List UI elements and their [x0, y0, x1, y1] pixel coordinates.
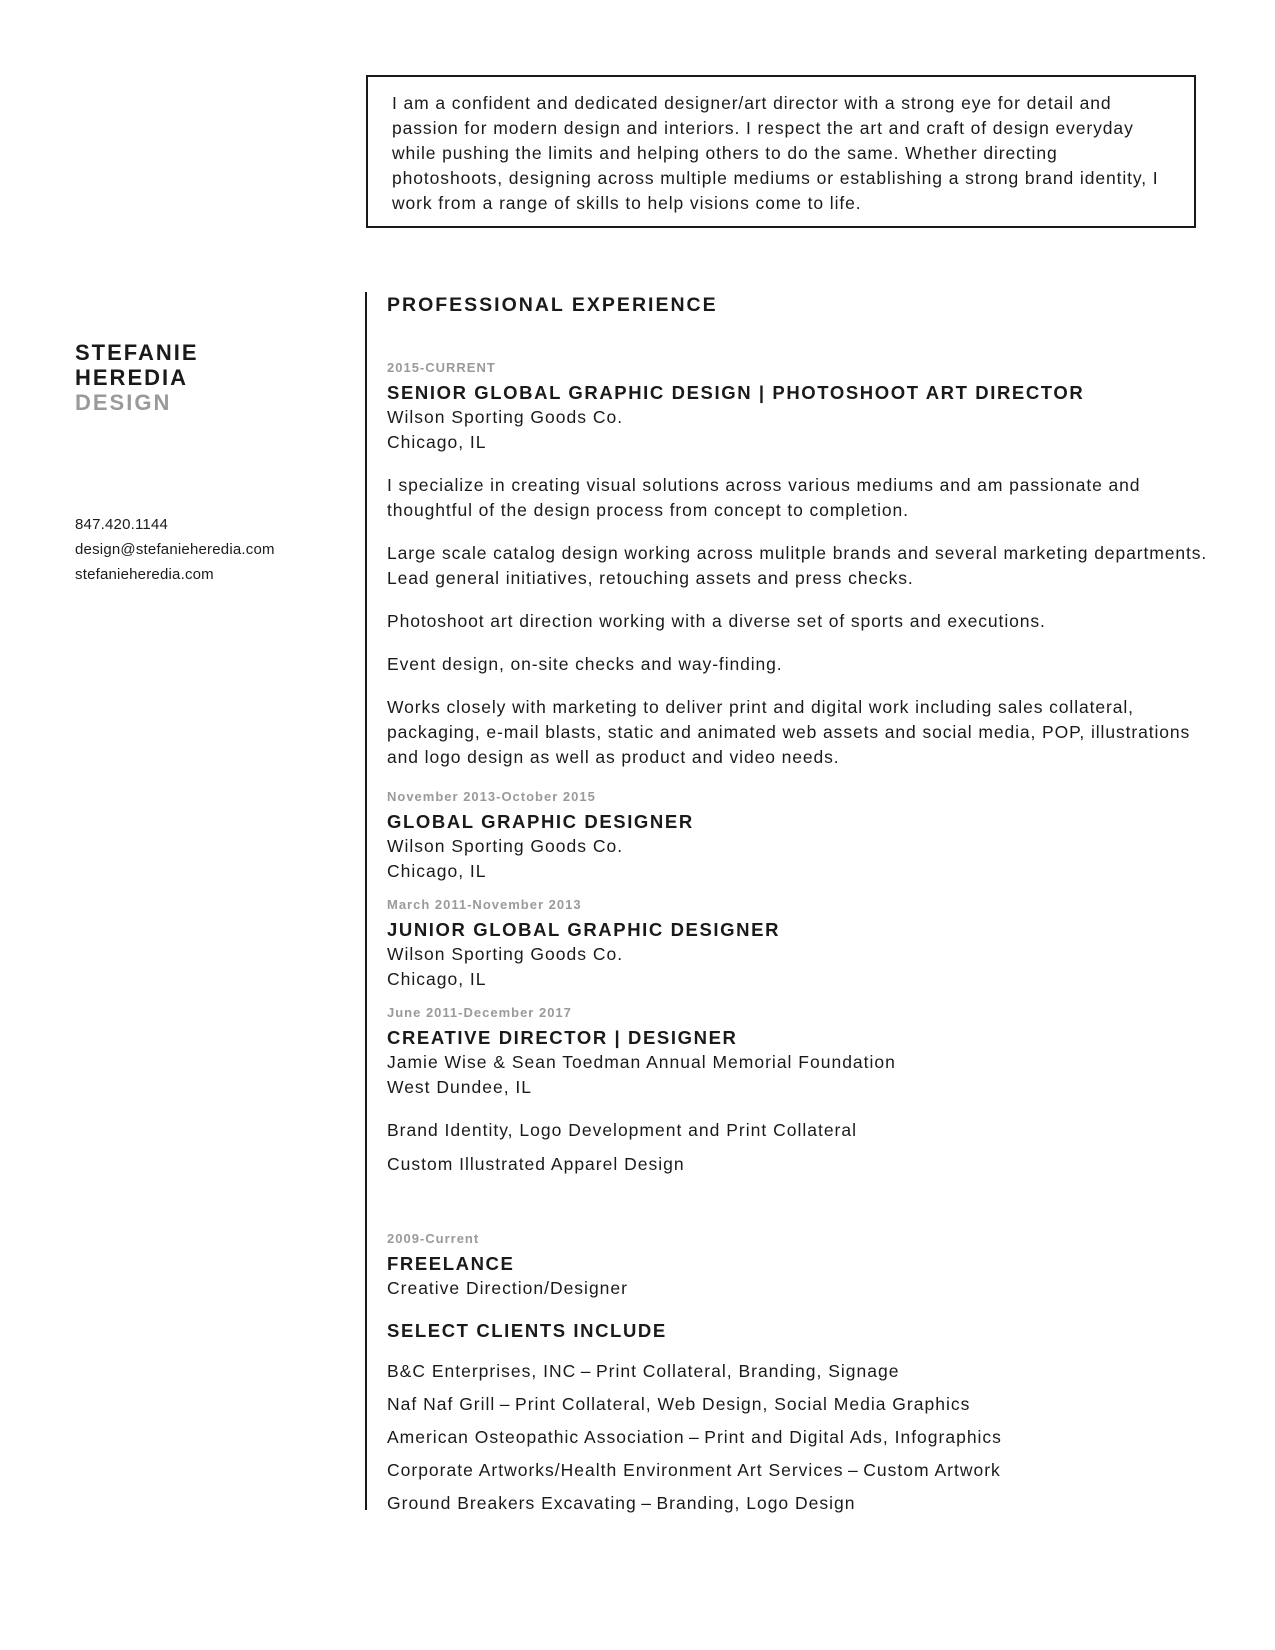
last-name: HEREDIA: [75, 365, 189, 390]
job-title: SENIOR GLOBAL GRAPHIC DESIGN | PHOTOSHOOT ART DIRECTOR: [387, 382, 1085, 403]
job-item: Brand Identity, Logo Development and Print Collateral: [387, 1120, 858, 1140]
job-dates: June 2011-December 2017: [387, 1005, 572, 1020]
job-role: Creative Direction/Designer: [387, 1278, 628, 1298]
job-title: CREATIVE DIRECTOR | DESIGNER: [387, 1027, 738, 1048]
name-subtitle: DESIGN: [75, 390, 172, 415]
summary-text: I am a confident and dedicated designer/art director with a strong eye for detail and passion for modern design and interiors. I respect the art and craft of design everyday while pushing the limits and helping others to do the same. Whether directing photoshoots, designing across multiple mediums or establishing a strong brand identity, I work from a range of skills to help visions come to life.: [392, 93, 1159, 213]
job-company: Wilson Sporting Goods Co.: [387, 407, 624, 427]
list-item: Corporate Artworks/Health Environment Art Services – Custom Artwork: [387, 1460, 1001, 1480]
job-title: JUNIOR GLOBAL GRAPHIC DESIGNER: [387, 919, 781, 940]
list-item: Ground Breakers Excavating – Branding, Logo Design: [387, 1493, 856, 1513]
clients-list: [387, 1359, 1217, 1516]
job-company: Jamie Wise & Sean Toedman Annual Memorial Foundation: [387, 1052, 896, 1072]
sidebar: [75, 340, 335, 415]
job-dates: November 2013-October 2015: [387, 789, 596, 804]
job-item: Custom Illustrated Apparel Design: [387, 1154, 685, 1174]
email: design@stefanieheredia.com: [75, 541, 275, 558]
job-paragraph: Photoshoot art direction working with a diverse set of sports and executions.: [387, 611, 1046, 631]
job-entry: [387, 1003, 1217, 1177]
first-name: STEFANIE: [75, 340, 199, 365]
job-paragraph: Works closely with marketing to deliver print and digital work including sales collateral, packaging, e-mail blasts, static and animated web assets and social media, POP, illustrations and logo design as well as product and video needs.: [387, 697, 1191, 767]
summary-box: [366, 75, 1196, 228]
contact-info: [75, 512, 275, 587]
job-location: Chicago, IL: [387, 432, 487, 452]
job-paragraph: Event design, on-site checks and way-finding.: [387, 654, 783, 674]
job-entry: [387, 895, 1217, 992]
job-title: GLOBAL GRAPHIC DESIGNER: [387, 811, 694, 832]
job-entry: [387, 1229, 1217, 1301]
job-paragraph: Large scale catalog design working across mulitple brands and several marketing departments. Lead general initiatives, retouching assets and press checks.: [387, 543, 1208, 588]
job-location: West Dundee, IL: [387, 1077, 533, 1097]
section-title: PROFESSIONAL EXPERIENCE: [387, 294, 718, 316]
list-item: Naf Naf Grill – Print Collateral, Web Design, Social Media Graphics: [387, 1394, 971, 1414]
job-dates: 2009-Current: [387, 1231, 480, 1246]
job-paragraph: I specialize in creating visual solutions across various mediums and am passionate and thoughtful of the design process from concept to completion.: [387, 475, 1141, 520]
job-company: Wilson Sporting Goods Co.: [387, 944, 624, 964]
experience-section: [387, 290, 1217, 1516]
list-item: American Osteopathic Association – Print and Digital Ads, Infographics: [387, 1427, 1002, 1447]
job-location: Chicago, IL: [387, 861, 487, 881]
job-dates: 2015-CURRENT: [387, 360, 496, 375]
clients-heading: SELECT CLIENTS INCLUDE: [387, 1320, 667, 1341]
job-title: FREELANCE: [387, 1253, 515, 1274]
job-company: Wilson Sporting Goods Co.: [387, 836, 624, 856]
website: stefanieheredia.com: [75, 566, 214, 583]
divider-line: [365, 292, 367, 1510]
job-entry: [387, 787, 1217, 884]
phone: 847.420.1144: [75, 516, 169, 533]
job-dates: March 2011-November 2013: [387, 897, 582, 912]
job-entry: [387, 358, 1217, 770]
job-location: Chicago, IL: [387, 969, 487, 989]
list-item: B&C Enterprises, INC – Print Collateral, Branding, Signage: [387, 1361, 900, 1381]
